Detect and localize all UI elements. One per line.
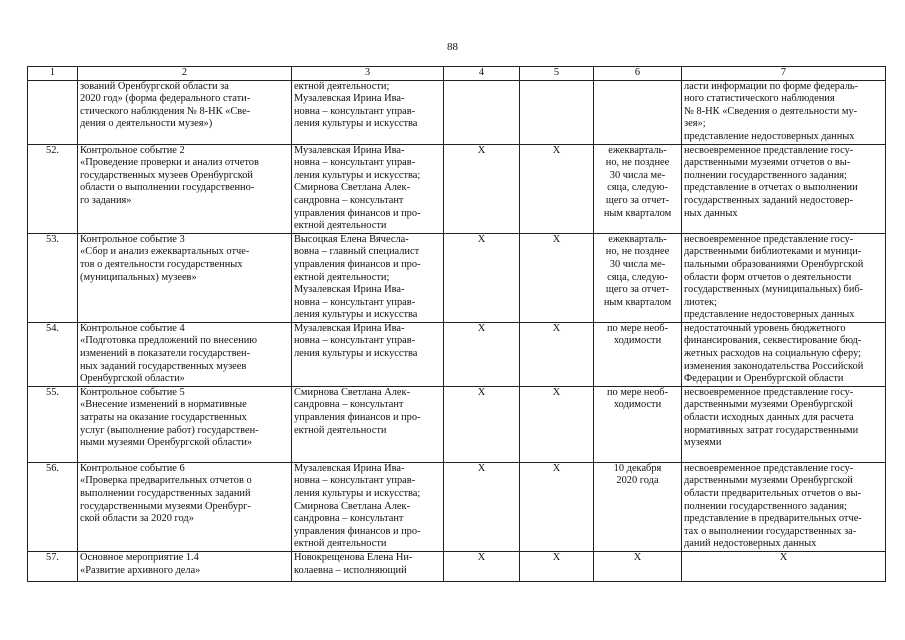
term-cell-line: ходимости: [613, 335, 662, 347]
term-cell-line: ным кварталом: [603, 207, 672, 219]
responsible-cell-line: сандровна – консультант: [294, 194, 404, 206]
event-cell-line: области о выполнении государственно-: [80, 182, 255, 194]
col5-mark-cell: X: [520, 144, 594, 233]
event-cell: [78, 386, 292, 462]
risks-cell-line: дарственными музеями Оренбургской: [684, 475, 853, 487]
event-cell-line: «Внесение изменений в нормативные: [80, 399, 247, 411]
table-row: [28, 322, 886, 386]
risks-cell-line: Федерации и Оренбургской области: [684, 373, 844, 385]
risks-cell-line: ласти информации по форме федераль-: [684, 80, 859, 92]
term-cell-line: сяца, следую-: [607, 182, 668, 194]
responsible-cell-line: Музалевская Ирина Ива-: [294, 284, 405, 296]
event-cell-line: зований Оренбургской области за: [80, 80, 229, 92]
col5-mark-cell: X: [520, 552, 594, 582]
term-cell: [594, 552, 682, 582]
col4-mark-cell: X: [444, 552, 520, 582]
risks-cell-line: представление в предварительных отче-: [684, 513, 862, 525]
event-cell-line: дения о деятельности музея»): [80, 118, 213, 130]
responsible-cell-line: управления финансов и про-: [294, 258, 421, 270]
row-number-cell: 56.: [28, 462, 78, 551]
risks-cell-line: дарственными музеями Оренбургской: [684, 399, 853, 411]
header-cell: 1: [28, 67, 78, 81]
term-cell: [594, 80, 682, 144]
responsible-cell: [292, 462, 444, 551]
risks-cell-line: нормативных затрат государственными: [684, 424, 859, 436]
risks-cell-line: области исходных данных для расчета: [684, 412, 854, 424]
event-cell-line: «Сбор и анализ ежеквартальных отче-: [80, 246, 250, 258]
page-number: 88: [447, 41, 458, 53]
event-cell-line: стического наблюдения № 8-НК «Све-: [80, 105, 251, 117]
responsible-cell-line: новна – консультант управ-: [294, 296, 416, 308]
col5-mark-cell: X: [520, 386, 594, 462]
col4-mark-cell: X: [444, 233, 520, 322]
event-cell-line: Контрольное событие 6: [80, 462, 185, 474]
responsible-cell-line: ления культуры и искусства;: [294, 169, 421, 181]
risks-cell: [682, 552, 886, 582]
term-cell-line: ежекварталь-: [608, 144, 667, 156]
responsible-cell-line: ектной деятельности;: [294, 80, 390, 92]
risks-cell: [682, 233, 886, 322]
risks-cell-line: области форм отчетов о деятельности: [684, 271, 852, 283]
risks-cell-line: финансирования, секвестирование бюд-: [684, 335, 862, 347]
responsible-cell-line: ектной деятельности: [294, 424, 387, 436]
table-row: [28, 144, 886, 233]
risks-cell-line: представление в отчетах о выполнении: [684, 182, 858, 194]
risks-cell-line: дарственными музеями отчетов о вы-: [684, 157, 851, 169]
event-cell-line: ными музеями Оренбургской области»: [80, 437, 253, 449]
term-cell-line: 2020 года: [616, 475, 659, 487]
responsible-cell: [292, 552, 444, 582]
responsible-cell-line: ления культуры и искусства: [294, 309, 418, 321]
responsible-cell-line: сандровна – консультант: [294, 513, 404, 525]
table-row: [28, 552, 886, 582]
col4-mark-cell: X: [444, 322, 520, 386]
row-number-cell: 55.: [28, 386, 78, 462]
responsible-cell: [292, 386, 444, 462]
term-cell-line: ходимости: [613, 399, 662, 411]
risks-cell-line: представление недостоверных данных: [684, 130, 855, 142]
event-cell-line: тов о деятельности государственных: [80, 258, 243, 270]
term-cell-line: ным кварталом: [603, 296, 672, 308]
responsible-cell: [292, 233, 444, 322]
event-cell-line: Контрольное событие 4: [80, 322, 185, 334]
responsible-cell-line: управления финансов и про-: [294, 207, 421, 219]
risks-cell: [682, 80, 886, 144]
risks-cell-line: ного статистического наблюдения: [684, 93, 835, 105]
event-cell-line: выполнении государственных заданий: [80, 488, 251, 500]
term-cell: [594, 233, 682, 322]
risks-cell-line: полнении государственного задания;: [684, 500, 847, 512]
event-cell: [78, 322, 292, 386]
col4-mark-cell: X: [444, 144, 520, 233]
row-number-cell: 54.: [28, 322, 78, 386]
responsible-cell-line: новна – консультант управ-: [294, 475, 416, 487]
header-cell: 4: [444, 67, 520, 81]
col4-mark-cell: [444, 80, 520, 144]
event-cell-line: «Развитие архивного дела»: [80, 564, 201, 576]
event-cell: [78, 144, 292, 233]
event-cell-line: ской области за 2020 год»: [80, 513, 194, 525]
responsible-cell-line: колаевна – исполняющий: [294, 564, 407, 576]
responsible-cell-line: управления финансов и про-: [294, 412, 421, 424]
col5-mark-cell: X: [520, 233, 594, 322]
risks-cell-line: ных данных: [684, 207, 738, 219]
risks-cell-line: несвоевременное представление госу-: [684, 386, 854, 398]
risks-cell-line: дарственными библиотеками и муници-: [684, 246, 862, 258]
responsible-cell-line: новна – консультант управ-: [294, 157, 416, 169]
responsible-cell-line: управления финансов и про-: [294, 525, 421, 537]
risks-cell-line: несвоевременное представление госу-: [684, 233, 854, 245]
risks-cell-line: музеями: [684, 437, 722, 449]
risks-cell-line: X: [779, 552, 788, 563]
control-events-table: [27, 66, 886, 582]
event-cell-line: ных заданий государственных музеев: [80, 360, 247, 372]
event-cell-line: Оренбургской области»: [80, 373, 185, 385]
risks-cell-line: изменения законодательства Российской: [684, 360, 864, 372]
event-cell-line: государственными музеями Оренбург-: [80, 500, 251, 512]
col4-mark-cell: X: [444, 462, 520, 551]
risks-cell-line: области предварительных отчетов о вы-: [684, 488, 862, 500]
col4-mark-cell: X: [444, 386, 520, 462]
term-cell-line: по мере необ-: [606, 322, 669, 334]
risks-cell-line: государственных заданий недостовер-: [684, 194, 854, 206]
responsible-cell: [292, 322, 444, 386]
term-cell: [594, 462, 682, 551]
event-cell: [78, 233, 292, 322]
term-cell-line: X: [633, 552, 642, 563]
responsible-cell-line: вовна – главный специалист: [294, 246, 420, 258]
header-cell: 6: [594, 67, 682, 81]
row-number-cell: 57.: [28, 552, 78, 582]
header-cell: 2: [78, 67, 292, 81]
responsible-cell-line: ления культуры и искусства: [294, 118, 418, 130]
responsible-cell-line: Смирнова Светлана Алек-: [294, 386, 411, 398]
risks-cell: [682, 144, 886, 233]
event-cell-line: Контрольное событие 2: [80, 144, 185, 156]
row-number-cell: 53.: [28, 233, 78, 322]
event-cell-line: «Проверка предварительных отчетов о: [80, 475, 252, 487]
table-row: [28, 462, 886, 551]
event-cell-line: го задания»: [80, 194, 132, 206]
risks-cell-line: несвоевременное представление госу-: [684, 462, 854, 474]
responsible-cell-line: Новокрещенова Елена Ни-: [294, 552, 413, 563]
col5-mark-cell: [520, 80, 594, 144]
event-cell-line: Контрольное событие 5: [80, 386, 185, 398]
event-cell-line: 2020 год» (форма федерального стати-: [80, 93, 251, 105]
responsible-cell-line: ления культуры и искусства;: [294, 488, 421, 500]
risks-cell-line: № 8-НК «Сведения о деятельности му-: [684, 105, 858, 117]
table-row: [28, 80, 886, 144]
col5-mark-cell: X: [520, 322, 594, 386]
responsible-cell-line: ектной деятельности: [294, 538, 387, 550]
risks-cell: [682, 462, 886, 551]
term-cell: [594, 386, 682, 462]
risks-cell-line: зея»;: [684, 118, 706, 130]
risks-cell-line: пальными образованиями Оренбургской: [684, 258, 864, 270]
responsible-cell-line: ления культуры и искусства: [294, 348, 418, 360]
header-cell: 3: [292, 67, 444, 81]
header-row: [28, 67, 886, 81]
risks-cell-line: тах о выполнении государственных за-: [684, 525, 857, 537]
responsible-cell: [292, 144, 444, 233]
term-cell-line: но, не позднее: [605, 246, 670, 258]
risks-cell-line: недостаточный уровень бюджетного: [684, 322, 846, 334]
event-cell-line: «Проведение проверки и анализ отчетов: [80, 157, 259, 169]
event-cell-line: услуг (выполнение работ) государствен-: [80, 424, 259, 436]
risks-cell-line: даний недостоверных данных: [684, 538, 817, 550]
term-cell-line: 30 числа ме-: [609, 258, 666, 270]
event-cell: [78, 462, 292, 551]
responsible-cell: [292, 80, 444, 144]
responsible-cell-line: Смирнова Светлана Алек-: [294, 182, 411, 194]
term-cell: [594, 144, 682, 233]
responsible-cell-line: Высоцкая Елена Вячесла-: [294, 233, 409, 245]
responsible-cell-line: ектной деятельности: [294, 220, 387, 232]
term-cell-line: по мере необ-: [606, 386, 669, 398]
responsible-cell-line: сандровна – консультант: [294, 399, 404, 411]
event-cell-line: Контрольное событие 3: [80, 233, 185, 245]
term-cell-line: щего за отчет-: [605, 194, 670, 206]
responsible-cell-line: Смирнова Светлана Алек-: [294, 500, 411, 512]
event-cell-line: государственных музеев Оренбургской: [80, 169, 253, 181]
risks-cell-line: представление недостоверных данных: [684, 309, 855, 321]
term-cell-line: ежекварталь-: [608, 233, 667, 245]
responsible-cell-line: ектной деятельности;: [294, 271, 390, 283]
row-number-cell: [28, 80, 78, 144]
event-cell-line: Основное мероприятие 1.4: [80, 552, 199, 563]
responsible-cell-line: новна – консультант управ-: [294, 335, 416, 347]
responsible-cell-line: Музалевская Ирина Ива-: [294, 462, 405, 474]
header-cell: 5: [520, 67, 594, 81]
event-cell-line: затраты на оказание государственных: [80, 412, 247, 424]
term-cell: [594, 322, 682, 386]
table-row: [28, 386, 886, 462]
risks-cell-line: несвоевременное представление госу-: [684, 144, 854, 156]
event-cell: [78, 80, 292, 144]
risks-cell: [682, 386, 886, 462]
risks-cell-line: жетных расходов на социальную сферу;: [684, 348, 862, 360]
term-cell-line: но, не позднее: [605, 157, 670, 169]
responsible-cell-line: Музалевская Ирина Ива-: [294, 93, 405, 105]
responsible-cell-line: Музалевская Ирина Ива-: [294, 144, 405, 156]
header-cell: 7: [682, 67, 886, 81]
event-cell: [78, 552, 292, 582]
responsible-cell-line: Музалевская Ирина Ива-: [294, 322, 405, 334]
event-cell-line: изменений в показатели государствен-: [80, 348, 251, 360]
table-row: [28, 233, 886, 322]
term-cell-line: сяца, следую-: [607, 271, 668, 283]
event-cell-line: «Подготовка предложений по внесению: [80, 335, 258, 347]
term-cell-line: 10 декабря: [613, 462, 662, 474]
risks-cell-line: лиотек;: [684, 296, 717, 308]
risks-cell-line: государственных (муниципальных) биб-: [684, 284, 864, 296]
row-number-cell: 52.: [28, 144, 78, 233]
event-cell-line: (муниципальных) музеев»: [80, 271, 197, 283]
term-cell-line: 30 числа ме-: [609, 169, 666, 181]
risks-cell-line: полнении государственного задания;: [684, 169, 847, 181]
risks-cell: [682, 322, 886, 386]
responsible-cell-line: новна – консультант управ-: [294, 105, 416, 117]
term-cell-line: щего за отчет-: [605, 284, 670, 296]
col5-mark-cell: X: [520, 462, 594, 551]
